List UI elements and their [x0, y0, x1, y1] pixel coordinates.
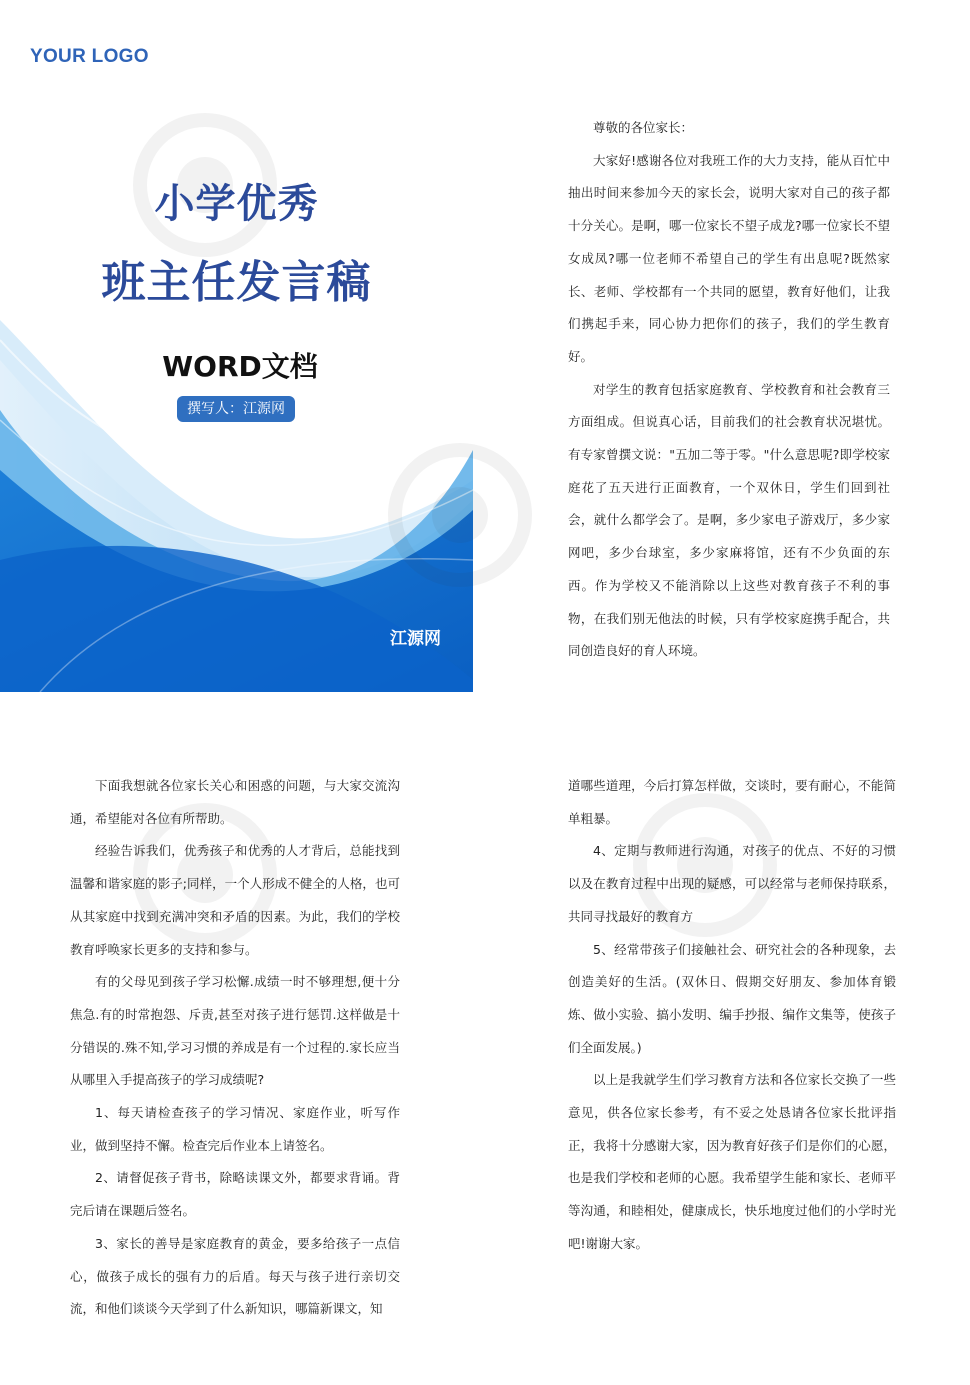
list-item: 5、经常带孩子们接触社会、研究社会的各种现象，去创造美好的生活。(双休日、假期交好朋友、参加体育锻炼、做小实验、搞小发明、编手抄报、编作文集等，使孩子们全面发展。): [568, 941, 896, 1055]
list-item: 2、请督促孩子背书，除略读课文外，都要求背诵。背完后请在课题后签名。: [70, 1170, 400, 1219]
author-badge: 撰写人：江源网: [177, 396, 295, 422]
cover-subtitle: WORD文档: [162, 350, 318, 383]
cover-title-line2: 班主任发言稿: [101, 257, 372, 308]
body-paragraph: 有的父母见到孩子学习松懈.成绩一时不够理想,便十分焦急.有的时常抱怨、斥责,甚至对孩子进行惩罚.这样做是十分错误的.殊不知,学习习惯的养成是有一个过程的.家长应当从哪里入手提高孩子的学习成绩呢?: [70, 974, 400, 1088]
text-column-1: [568, 112, 890, 668]
body-paragraph: 对学生的教育包括家庭教育、学校教育和社会教育三方面组成。但说真心话，目前我们的社会教育状况堪忧。有专家曾撰文说："五加二等于零。"什么意思呢?即学校家庭花了五天进行正面教育，一个双休日，学生们回到社会，就什么都学会了。是啊，多少家电子游戏厅，多少家网吧，多少台球室，多少家麻将馆，还有不少负面的东西。作为学校又不能消除以上这些对教育孩子不利的事物，在我们别无他法的时候，只有学校家庭携手配合，共同创造良好的育人环境。: [568, 381, 890, 659]
brand-text: 江源网: [390, 629, 441, 649]
body-paragraph-continued: 道哪些道理，今后打算怎样做，交谈时，要有耐心，不能简单粗暴。: [568, 778, 896, 826]
cover-title-line1: 小学优秀: [154, 181, 319, 227]
list-item: 3、家长的善导是家庭教育的黄金，要多给孩子一点信心，做孩子成长的强有力的后盾。每天与孩子进行亲切交流，和他们谈谈今天学到了什么新知识，哪篇新课文，知: [70, 1235, 400, 1317]
logo-text: YOUR LOGO: [30, 46, 149, 67]
body-paragraph: 大家好!感谢各位对我班工作的大力支持，能从百忙中抽出时间来参加今天的家长会，说明大家对自己的孩子都十分关心。是啊，哪一位家长不望子成龙?哪一位家长不望女成凤?哪一位老师不希望自己的学生有出息呢?既然家长、老师、学校都有一个共同的愿望，教育好他们，让我们携起手来，同心协力把你们的孩子，我们的学生教育好。: [568, 152, 890, 364]
list-item: 4、定期与教师进行沟通，对孩子的优点、不好的习惯以及在教育过程中出现的疑感，可以经常与老师保持联系，共同寻找最好的教育方: [568, 843, 896, 924]
greeting-paragraph: 尊敬的各位家长：: [593, 120, 694, 135]
body-paragraph: 经验告诉我们，优秀孩子和优秀的人才背后，总能找到温馨和谐家庭的影子;同样，一个人形成不健全的人格，也可从其家庭中找到充满冲突和矛盾的因素。为此，我们的学校教育呼唤家长更多的支持和参与。: [70, 843, 400, 957]
closing-paragraph: 以上是我就学生们学习教育方法和各位家长交换了一些意见，供各位家长参考，有不妥之处恳请各位家长批评指正，我将十分感谢大家，因为教育好孩子们是你们的心愿，也是我们学校和老师的心愿。我希望学生能和家长、老师平等沟通，和睦相处，健康成长，快乐地度过他们的小学时光吧!谢谢大家。: [568, 1072, 896, 1251]
list-item: 1、每天请检查孩子的学习情况、家庭作业，听写作业，做到坚持不懈。检查完后作业本上请签名。: [70, 1105, 400, 1153]
text-column-3: [568, 770, 896, 1261]
body-paragraph: 下面我想就各位家长关心和困惑的问题，与大家交流沟通，希望能对各位有所帮助。: [70, 778, 400, 826]
text-column-2: [70, 770, 400, 1326]
